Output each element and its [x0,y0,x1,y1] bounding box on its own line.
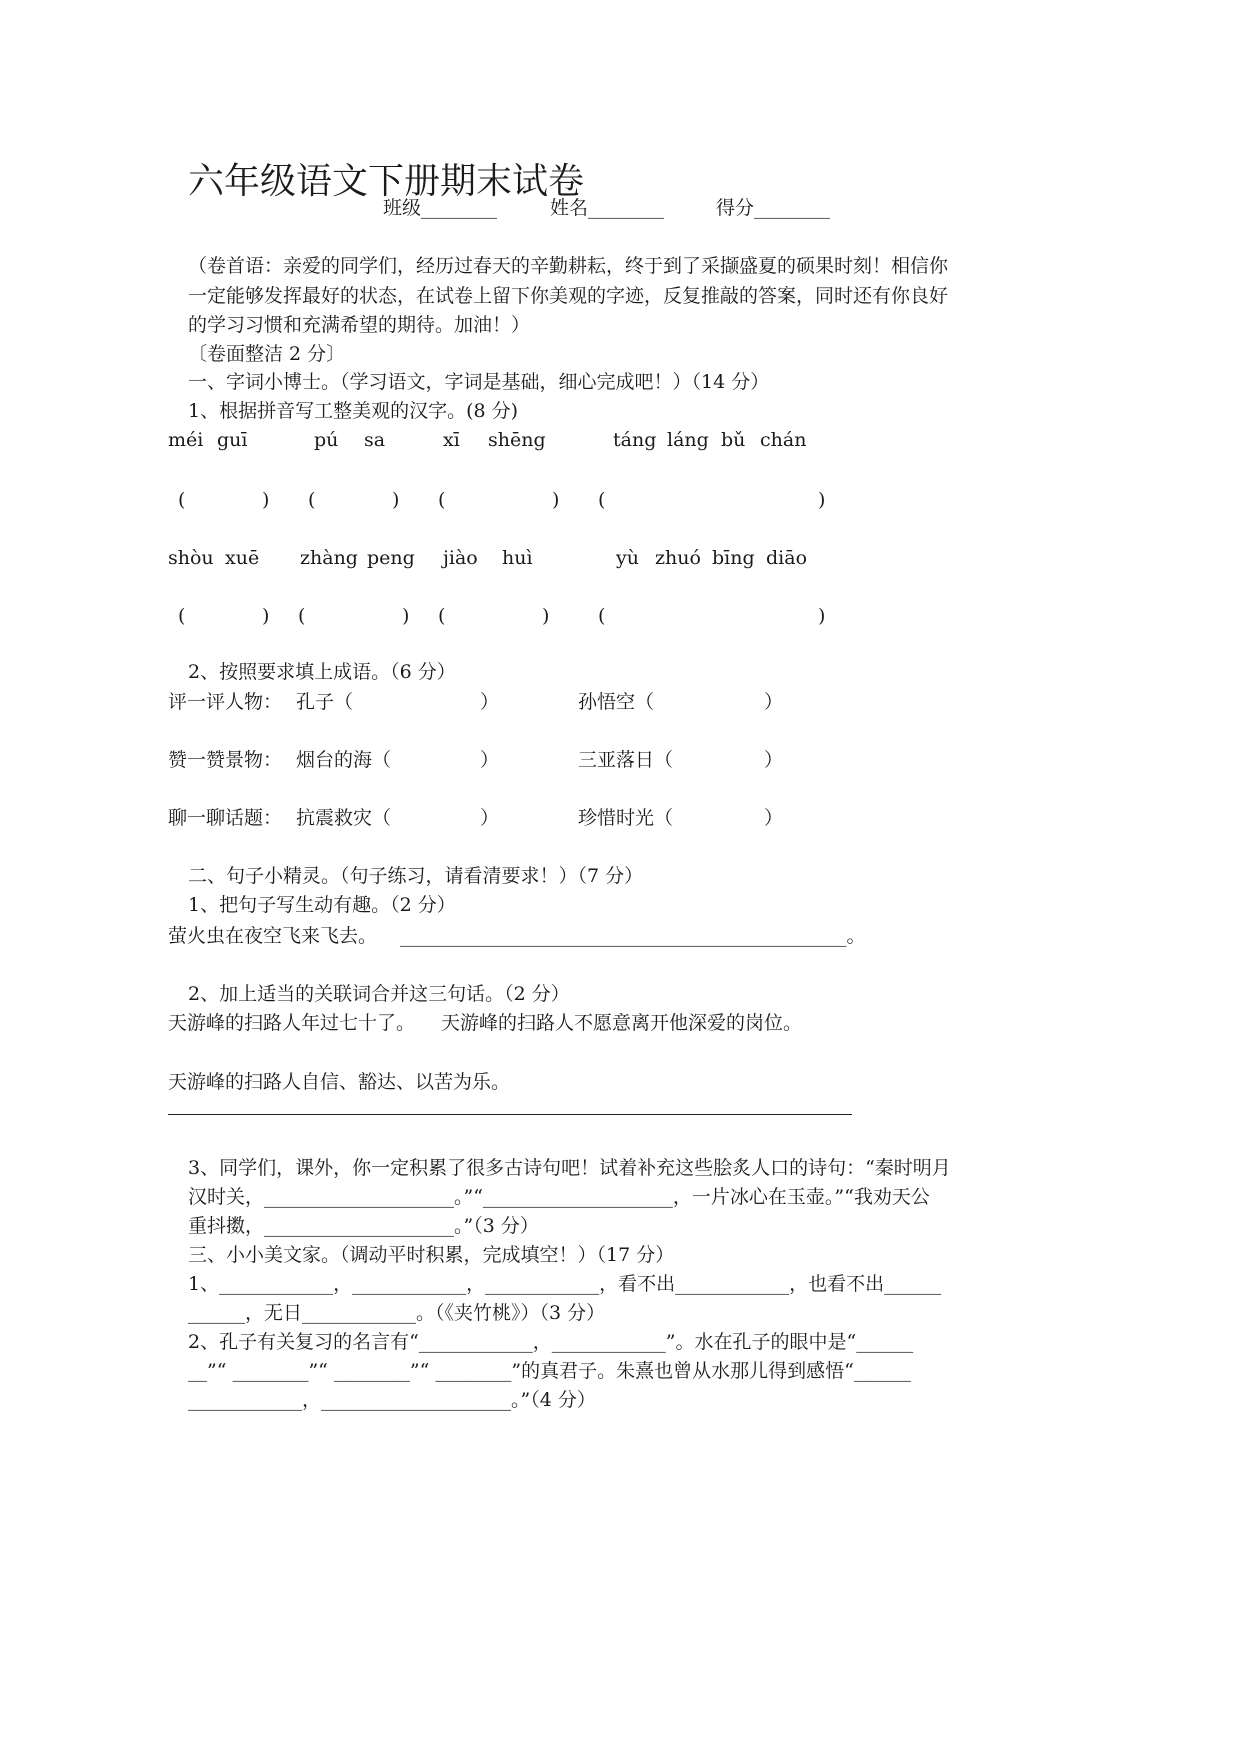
pinyin: táng [613,429,657,451]
paren-close: ) [262,489,270,511]
page-title: 六年级语文下册期末试卷 [188,161,585,202]
pinyin: láng [667,429,709,451]
preface-line: 一定能够发挥最好的状态，在试卷上留下你美观的字迹，反复推敲的答案，同时还有你良好 [188,285,949,307]
answer-line [168,1114,852,1115]
paren-open: ( [438,605,446,627]
idiom-close: ） [480,691,500,713]
paren-close: ) [402,605,410,627]
idiom-category: 赞一赞景物： [168,749,283,771]
score-field: 得分________ [716,197,831,219]
idiom-close: ） [764,807,784,829]
pinyin: zhàng [300,547,358,569]
idiom-close: ） [480,807,500,829]
idiom-prompt: 三亚落日（ [578,749,674,771]
pinyin: zhuó [655,547,701,569]
idiom-prompt: 烟台的海（ [296,749,392,771]
pinyin: bīng [712,547,755,569]
paren-close: ) [818,489,826,511]
pinyin: chán [760,429,807,451]
s2-q1-label: 1、把句子写生动有趣。（2 分） [188,894,456,916]
s2-q3-line: 汉时关，____________________。”“____________________，一片冰心在玉壶。”“我劝天公 [188,1186,930,1208]
pinyin: bǔ [721,429,746,451]
class-field: 班级________ [383,197,498,219]
s2-q2-label: 2、加上适当的关联词合并这三句话。（2 分） [188,983,570,1005]
pinyin: yù [616,547,639,569]
s2-q2-sentence-1: 天游峰的扫路人年过七十了。 [168,1012,416,1034]
paren-open: ( [598,489,606,511]
s2-q2-sentence-3: 天游峰的扫路人自信、豁达、以苦为乐。 [168,1071,511,1093]
paren-close: ) [262,605,270,627]
s2-q3-line: 重抖擞，____________________。”（3 分） [188,1215,539,1237]
s2-q1-sentence: 萤火虫在夜空飞来飞去。 [168,925,378,947]
paren-close: ) [818,605,826,627]
paren-open: ( [178,605,186,627]
idiom-close: ） [480,749,500,771]
s1-q2-label: 2、按照要求填上成语。（6 分） [188,661,456,683]
s3-q2-line: ____________，____________________。”（4 分） [188,1389,596,1411]
idiom-prompt: 珍惜时光（ [578,807,674,829]
s1-q1-label: 1、根据拼音写工整美观的汉字。(8 分) [188,400,519,422]
pinyin: méi [168,429,204,451]
section3-heading: 三、小小美文家。（调动平时积累，完成填空！）（17 分） [188,1244,675,1266]
idiom-prompt: 抗震救灾（ [296,807,392,829]
paren-close: ) [392,489,400,511]
idiom-prompt: 孔子（ [296,691,354,713]
pinyin: peng [367,547,415,569]
pinyin: sa [364,429,386,451]
paren-open: ( [598,605,606,627]
s3-q1-line: ______，无日____________。（《夹竹桃》）（3 分） [188,1302,606,1324]
pinyin: huì [502,547,533,569]
paren-open: ( [438,489,446,511]
paren-close: ) [552,489,560,511]
pinyin: diāo [766,547,808,569]
pinyin: xuē [225,547,260,569]
s2-q3-line: 3、同学们，课外，你一定积累了很多古诗句吧！试着补充这些脍炙人口的诗句：“秦时明月 [188,1157,951,1179]
pinyin: pú [314,429,339,451]
preface-line: （卷首语：亲爱的同学们，经历过春天的辛勤耕耘，终于到了采撷盛夏的硕果时刻！相信你 [188,255,949,277]
paren-open: ( [178,489,186,511]
s2-q1-blank: _______________________________________________。 [400,925,866,947]
idiom-close: ） [764,749,784,771]
pinyin: shòu [168,547,214,569]
pinyin: guī [217,429,248,451]
pinyin: shēng [488,429,546,451]
paren-open: ( [298,605,306,627]
paren-open: ( [308,489,316,511]
idiom-category: 聊一聊话题： [168,807,283,829]
idiom-close: ） [764,691,784,713]
section2-heading: 二、句子小精灵。（句子练习，请看清要求！）（7 分） [188,865,644,887]
idiom-category: 评一评人物： [168,691,283,713]
pinyin: xī [443,429,460,451]
s2-q2-sentence-2: 天游峰的扫路人不愿意离开他深爱的岗位。 [441,1012,803,1034]
s3-q2-line: __”“ ________”“ ________”“ ________”的真君子。朱熹也曾从水那儿得到感悟“______ [188,1360,911,1382]
pinyin: jiào [443,547,478,569]
preface-line: 的学习习惯和充满希望的期待。加油！） [188,314,531,336]
paren-close: ) [542,605,550,627]
idiom-prompt: 孙悟空（ [578,691,655,713]
name-field: 姓名________ [550,197,665,219]
s3-q2-line: 2、孔子有关复习的名言有“____________，____________”。水在孔子的眼中是“______ [188,1331,914,1353]
section1-heading: 一、字词小博士。（学习语文，字词是基础，细心完成吧！）（14 分） [188,371,770,393]
neatness-note: 〔卷面整洁 2 分〕 [188,343,346,365]
s3-q1-line: 1、____________，____________，____________，看不出____________，也看不出______ [188,1273,942,1295]
